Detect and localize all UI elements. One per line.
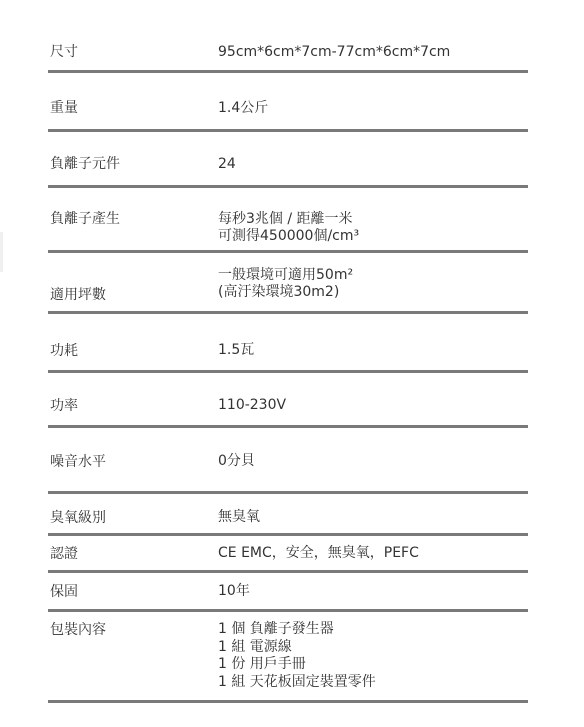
spec-value-line: CE EMC，安全，無臭氧，PEFC xyxy=(218,545,419,561)
spec-label: 包裝內容 xyxy=(50,622,106,638)
spec-value-line: 每秒3兆個 / 距離一米 xyxy=(218,211,353,227)
spec-value-line: 110-230V xyxy=(218,397,287,413)
spec-label: 重量 xyxy=(50,100,78,116)
spec-label: 噪音水平 xyxy=(50,454,106,470)
spec-label: 功率 xyxy=(50,398,78,414)
edge-mark xyxy=(0,232,3,272)
row-divider xyxy=(48,491,528,494)
row-divider xyxy=(48,185,528,188)
row-divider xyxy=(48,700,528,703)
spec-label: 臭氧級別 xyxy=(50,510,106,526)
row-divider xyxy=(48,609,528,612)
spec-label: 功耗 xyxy=(50,343,78,359)
row-divider xyxy=(48,311,528,314)
row-divider xyxy=(48,570,528,573)
spec-value-line: 1.5瓦 xyxy=(218,342,255,358)
spec-value xyxy=(218,267,353,301)
row-divider xyxy=(48,425,528,428)
spec-value-line: 0分貝 xyxy=(218,453,255,469)
spec-value xyxy=(218,509,260,526)
row-divider xyxy=(48,70,528,73)
row-divider xyxy=(48,250,528,253)
spec-label: 尺寸 xyxy=(50,44,78,60)
spec-value xyxy=(218,621,376,691)
spec-value xyxy=(218,100,268,117)
spec-value xyxy=(218,397,286,414)
row-divider xyxy=(48,129,528,132)
spec-value-line: 24 xyxy=(218,156,236,172)
spec-label: 認證 xyxy=(50,546,78,562)
spec-value xyxy=(218,545,419,562)
spec-value xyxy=(218,156,236,173)
spec-value-line: 1 個 負離子發生器 xyxy=(218,621,334,637)
spec-value xyxy=(218,583,250,600)
spec-value-line: 1 組 電源線 xyxy=(218,638,292,655)
spec-label: 負離子產生 xyxy=(50,211,120,227)
spec-value-line: 1 組 天花板固定裝置零件 xyxy=(218,673,376,690)
spec-value-line: 10年 xyxy=(218,583,250,599)
spec-value xyxy=(218,44,450,61)
row-divider xyxy=(48,533,528,536)
spec-value-line: 95cm*6cm*7cm-77cm*6cm*7cm xyxy=(218,44,451,60)
spec-label: 負離子元件 xyxy=(50,156,120,172)
spec-label: 適用坪數 xyxy=(50,287,106,303)
spec-value xyxy=(218,453,255,470)
spec-value-line: 可測得450000個/cm³ xyxy=(218,228,360,244)
spec-value-line: 無臭氧 xyxy=(218,509,260,525)
spec-value xyxy=(218,342,254,359)
spec-value xyxy=(218,211,359,245)
spec-value-line: 1 份 用戶手冊 xyxy=(218,656,306,672)
spec-value-line: 一般環境可適用50m² xyxy=(218,267,354,283)
row-divider xyxy=(48,370,528,373)
spec-label: 保固 xyxy=(50,584,78,600)
spec-value-line: (高汙染環境30m2) xyxy=(218,284,340,300)
spec-value-line: 1.4公斤 xyxy=(218,100,269,116)
